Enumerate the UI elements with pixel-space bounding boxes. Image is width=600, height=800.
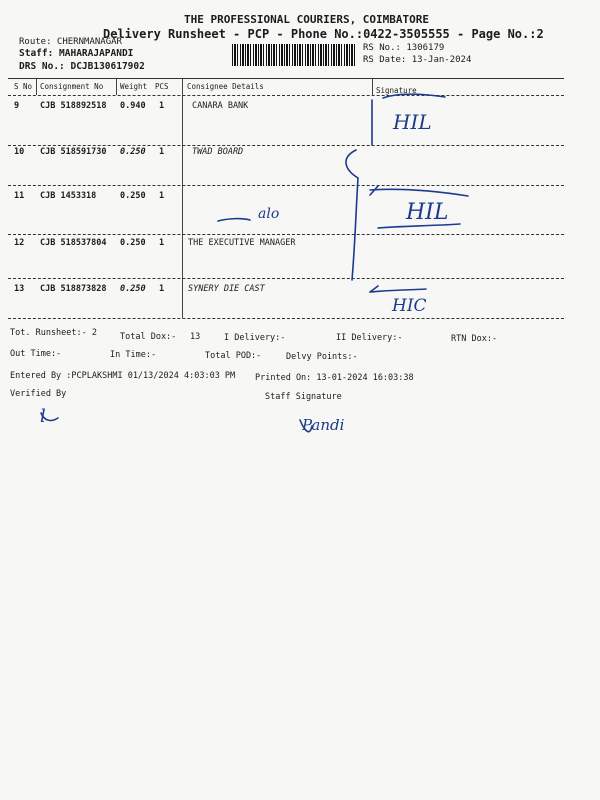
col-header-weight: Weight xyxy=(120,82,148,91)
row-pcs: 1 xyxy=(159,238,165,248)
tot-runsheet: Tot. Runsheet:- 2 xyxy=(10,328,97,338)
row-consignment: CJB 1453318 xyxy=(40,191,97,201)
row-sno: 10 xyxy=(14,147,25,157)
row-weight: 0.940 xyxy=(120,101,146,111)
row-pcs: 1 xyxy=(159,191,165,201)
row-signature: HIC xyxy=(392,296,427,316)
row-weight: 0.250 xyxy=(120,147,146,157)
row-signature: HIL xyxy=(406,200,449,225)
col-header-sno: S No xyxy=(14,82,33,91)
printed-on: Printed On: 13-01-2024 16:03:38 xyxy=(255,373,414,383)
col-header-signature: Signature xyxy=(376,86,417,95)
rtn-dox: RTN Dox:- xyxy=(451,334,498,344)
row-consignee: CANARA BANK xyxy=(192,101,249,111)
in-time: In Time:- xyxy=(110,350,157,360)
out-time: Out Time:- xyxy=(10,349,62,359)
row-pcs: 1 xyxy=(159,147,165,157)
row-consignment: CJB 518873828 xyxy=(40,284,107,294)
row-consignee: TWAD BOARD xyxy=(192,147,244,157)
row-consignee: THE EXECUTIVE MANAGER xyxy=(188,238,296,248)
row-consignment: CJB 518892518 xyxy=(40,101,107,111)
margin-note: alo xyxy=(258,206,280,222)
row-consignment: CJB 518591730 xyxy=(40,147,107,157)
route-label: Route: CHERNMANAGAR xyxy=(19,37,122,47)
company-title: THE PROFESSIONAL COURIERS, COIMBATORE xyxy=(184,13,430,26)
col-header-consignee: Consignee Details xyxy=(187,82,264,91)
row-weight: 0.250 xyxy=(120,191,146,201)
total-dox-value: 13 xyxy=(190,332,201,342)
drs-number: DRS No.: DCJB130617902 xyxy=(19,61,145,72)
runsheet-subtitle: Delivery Runsheet - PCP - Phone No.:0422-3505555 - Page No.:2 xyxy=(103,27,544,41)
row-signature: HIL xyxy=(393,110,432,134)
i-delivery: I Delivery:- xyxy=(224,333,286,343)
row-weight: 0.250 xyxy=(120,238,146,248)
row-pcs: 1 xyxy=(159,101,165,111)
row-consignment: CJB 518537804 xyxy=(40,238,107,248)
verified-by: Verified By xyxy=(10,389,67,399)
row-consignee: SYNERY DIE CAST xyxy=(188,284,265,294)
verified-mark: l xyxy=(40,406,46,427)
rs-date: RS Date: 13-Jan-2024 xyxy=(363,55,472,65)
row-pcs: 1 xyxy=(159,284,165,294)
entered-by: Entered By :PCPLAKSHMI 01/13/2024 4:03:03 PM xyxy=(10,371,236,381)
col-header-pcs: PCS xyxy=(155,82,169,91)
row-sno: 9 xyxy=(14,101,20,111)
staff-signature-handwriting: Pandi xyxy=(302,416,345,434)
row-sno: 11 xyxy=(14,191,25,201)
col-header-consignment: Consignment No xyxy=(40,82,104,91)
total-pod: Total POD:- xyxy=(205,351,262,361)
rs-number: RS No.: 1306179 xyxy=(363,43,445,53)
ii-delivery: II Delivery:- xyxy=(336,333,403,343)
row-weight: 0.250 xyxy=(120,284,146,294)
total-dox-label: Total Dox:- xyxy=(120,332,177,342)
staff-signature-label: Staff Signature xyxy=(265,392,342,402)
delvy-points: Delvy Points:- xyxy=(286,352,358,362)
row-sno: 12 xyxy=(14,238,25,248)
staff-label: Staff: MAHARAJAPANDI xyxy=(19,48,134,59)
row-sno: 13 xyxy=(14,284,25,294)
